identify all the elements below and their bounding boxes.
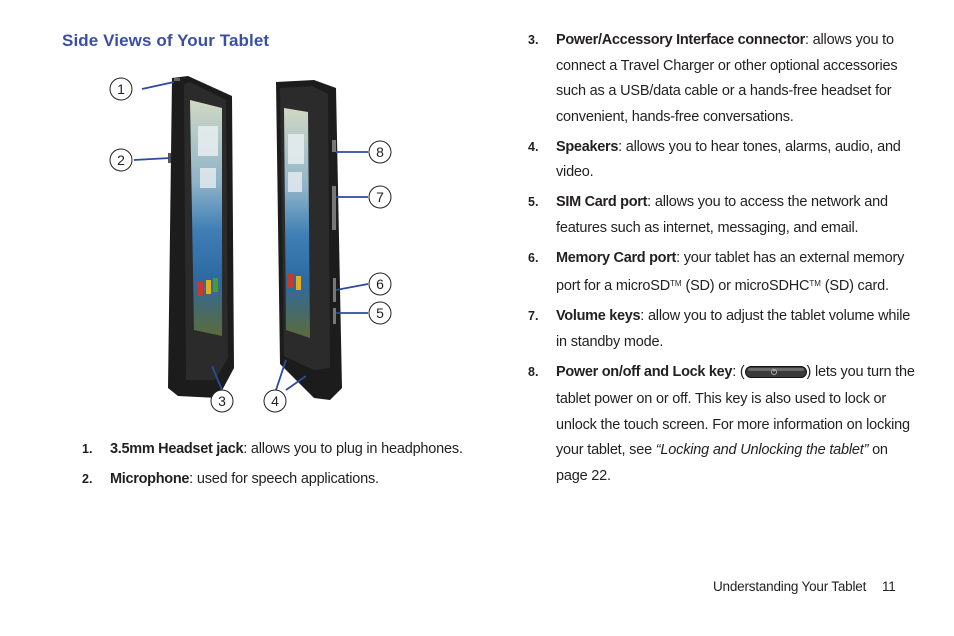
tablet-illustration (100, 68, 400, 418)
item-number: 8. (528, 364, 539, 379)
item-number: 7. (528, 309, 539, 323)
item-term: Speakers (556, 138, 619, 155)
item-desc: (SD) or microSDHC (681, 278, 810, 294)
item-number: 1. (82, 442, 93, 456)
item-desc: : ( (732, 363, 745, 380)
item-number: 6. (528, 250, 539, 265)
item-desc: : allows you to hear tones, alarms, audio, and video. (556, 138, 901, 180)
tablet-right-side (276, 80, 342, 400)
callout-label: 4 (271, 393, 279, 409)
item-term: 3.5mm Headset jack (110, 441, 244, 457)
callout-label: 6 (376, 276, 384, 292)
list-item (528, 304, 918, 355)
footer-chapter: Understanding Your Tablet (713, 579, 867, 594)
item-term: Volume keys (556, 308, 641, 324)
list-item (528, 360, 918, 490)
item-term: SIM Card port (556, 194, 648, 210)
list-item (82, 437, 470, 463)
list-item (528, 135, 918, 186)
right-parts-list (528, 28, 918, 494)
item-term: Power on/off and Lock key (556, 363, 733, 380)
item-desc: : allows you to access the network and features such as internet, messaging, and email. (556, 194, 888, 236)
item-number: 3. (528, 33, 539, 47)
tablet-left-side (168, 76, 234, 398)
cross-reference-link[interactable]: “Locking and Unlocking the tablet” (655, 442, 869, 458)
item-desc: : used for speech applications. (189, 471, 379, 487)
item-number: 4. (528, 139, 539, 154)
callout-label: 8 (376, 144, 384, 160)
left-parts-list (82, 437, 470, 497)
item-desc: : allows you to plug in headphones. (243, 441, 463, 457)
trademark-mark: TM (809, 279, 821, 288)
item-desc: on page 22. (556, 442, 888, 484)
item-term: Memory Card port (556, 249, 677, 266)
list-item (528, 246, 918, 300)
tablet-side-views-figure (100, 68, 400, 418)
trademark-mark: TM (670, 279, 682, 288)
item-number: 5. (528, 195, 539, 209)
callout-label: 1 (117, 81, 125, 97)
page-number: 11 (882, 579, 896, 594)
callout-circles (110, 78, 391, 412)
item-desc: (SD) card. (820, 278, 889, 294)
power-key-icon (745, 362, 807, 388)
callout-label: 5 (376, 305, 384, 321)
item-term: Power/Accessory Interface connector (556, 32, 805, 48)
section-title: Side Views of Your Tablet (62, 31, 270, 50)
item-number: 2. (82, 472, 93, 486)
item-desc: ) lets you turn the tablet power on or off. This key is also used to lock or unlock the touch screen. For more information on locking your tablet, see (556, 363, 915, 458)
callout-label: 2 (117, 152, 125, 168)
item-desc: : allow you to adjust the tablet volume while in standby mode. (556, 308, 911, 350)
list-item (528, 190, 918, 241)
item-desc: : allows you to connect a Travel Charger or other optional accessories such as a USB/data cable or a hands-free headset for convenient, hands-free conversations. (556, 32, 898, 125)
item-term: Microphone (110, 471, 190, 487)
callout-label: 3 (218, 393, 226, 409)
list-item (82, 467, 470, 493)
item-desc: : your tablet has an external memory port for a microSD (556, 249, 905, 294)
list-item (528, 28, 918, 130)
callout-label: 7 (376, 189, 384, 205)
